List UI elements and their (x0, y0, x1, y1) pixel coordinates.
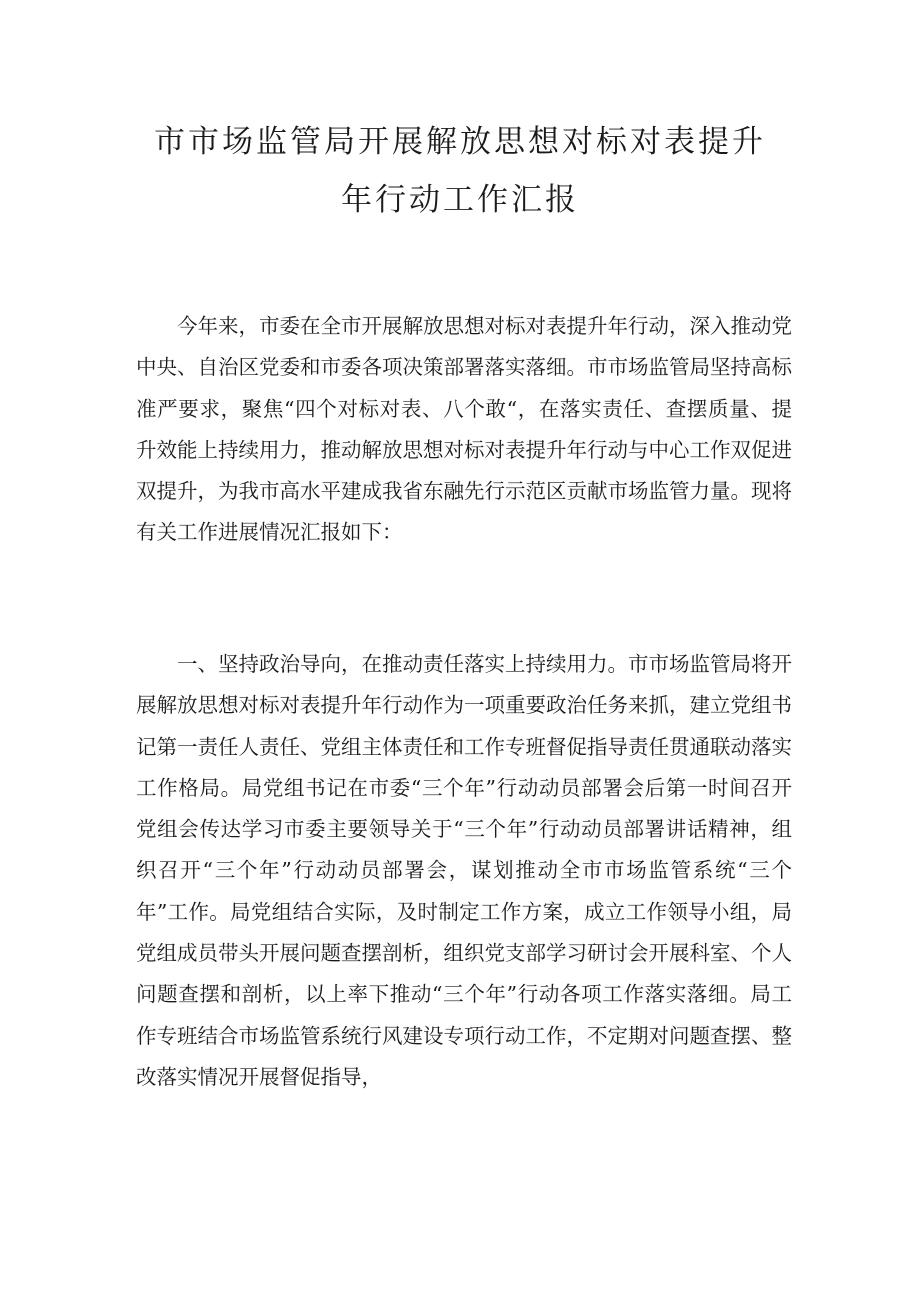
body-paragraph-section-1: 一、坚持政治导向，在推动责任落实上持续用力。市市场监管局将开展解放思想对标对表提升年行动作为一项重要政治任务来抓，建立党组书记第一责任人责任、党组主体责任和工作专班督促指导责任贯通联动落实工作格局。局党组书记在市委“三个年”行动动员部署会后第一时间召开党组会传达学习市委主要领导关于“三个年”行动动员部署讲话精神，组织召开“三个年”行动动员部署会，谋划推动全市市场监管系统“三个年”工作。局党组结合实际，及时制定工作方案，成立工作领导小组，局党组成员带头开展问题查摆剖析，组织党支部学习研讨会开展科室、个人问题查摆和剖析，以上率下推动“三个年”行动各项工作落实落细。局工作专班结合市场监管系统行风建设专项行动工作，不定期对问题查摆、整改落实情况开展督促指导， (136, 652, 792, 1089)
document-title-line-2: 年行动工作汇报 (341, 182, 579, 218)
document-title-line-1: 市市场监管局开展解放思想对标对表提升 (154, 124, 766, 160)
body-paragraph-intro: 今年来，市委在全市开展解放思想对标对表提升年行动，深入推动党中央、自治区党委和市委各项决策部署落实落细。市市场监管局坚持高标准严要求，聚焦“四个对标对表、八个敢“，在落实责任、查摆质量、提升效能上持续用力，推动解放思想对标对表提升年行动与中心工作双促进双提升，为我市高水平建成我省东融先行示范区贡献市场监管力量。现将有关工作进展情况汇报如下： (136, 314, 792, 545)
